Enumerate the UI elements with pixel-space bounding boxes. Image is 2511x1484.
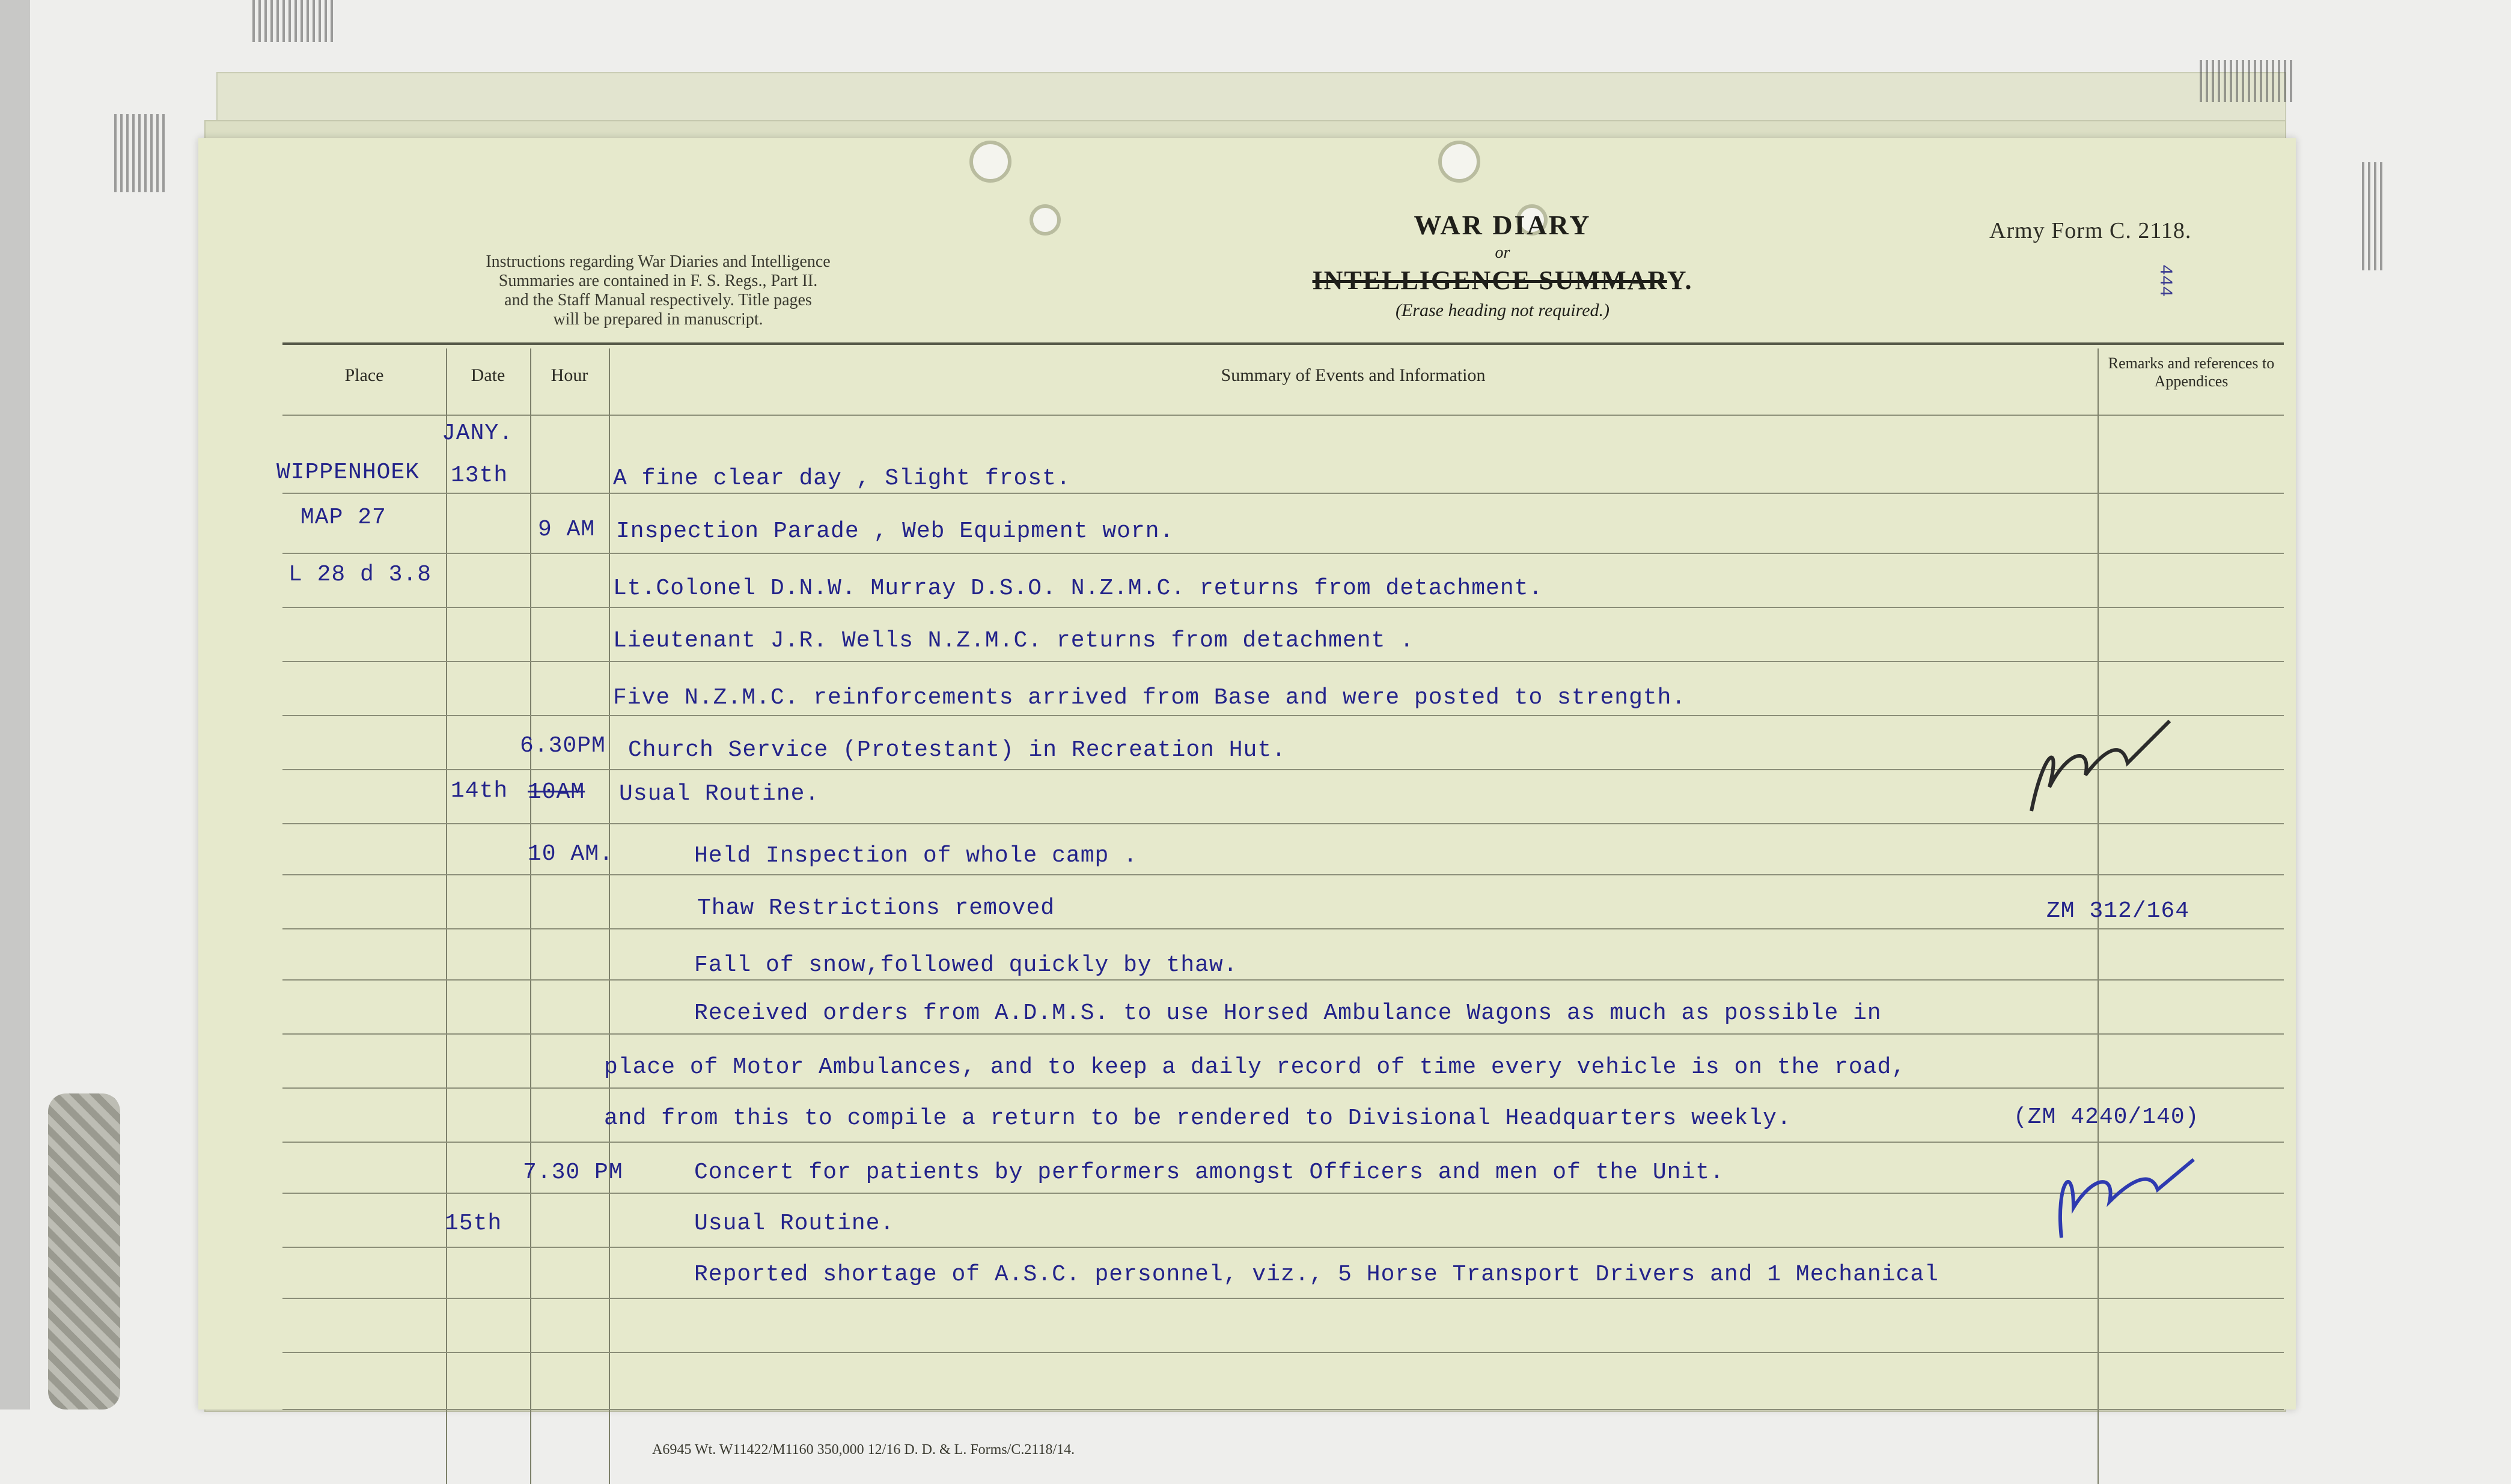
entry-date: JANY. [442,421,514,446]
pencil-mark [114,114,168,192]
row-rule [282,715,2284,716]
row-rule [282,928,2284,929]
row-rule [282,1087,2284,1089]
entry-summary: Lieutenant J.R. Wells N.Z.M.C. returns from detachment . [613,628,1415,654]
entry-summary: Lt.Colonel D.N.W. Murray D.S.O. N.Z.M.C. returns from detachment. [613,576,1543,601]
entry-date: 14th [451,778,508,804]
row-rule [282,1247,2284,1248]
pencil-mark [2362,162,2386,270]
column-header-hour: Hour [551,365,588,385]
row-rule [282,1142,2284,1143]
row-rule [282,1352,2284,1353]
entry-place: MAP 27 [301,505,386,531]
entry-summary: and from this to compile a return to be rendered to Divisional Headquarters weekly. [604,1105,1792,1131]
row-rule [282,1193,2284,1194]
column-header-place: Place [344,365,384,385]
row-rule [282,661,2284,662]
form-print-code: A6945 Wt. W11422/M1160 350,000 12/16 D. D. & L. Forms/C.2118/14. [652,1442,1075,1458]
instructions-text: Instructions regarding War Diaries and Intelligence Summaries are contained in F. S. Regs., Part II. and the Staff Manual respectively. Title pages will be prepared in manuscript. [486,252,831,329]
entry-date: 15th [445,1211,502,1236]
row-rule [282,1409,2284,1410]
entry-summary: Five N.Z.M.C. reinforcements arrived from Base and were posted to strength. [613,685,1686,711]
column-header-remarks: Remarks and references to Appendices [2108,354,2275,390]
header-rule [282,342,2284,345]
entry-summary: Usual Routine. [694,1211,895,1236]
entry-summary: Usual Routine. [619,781,820,807]
row-rule [282,823,2284,824]
handwritten-signature [2025,715,2176,823]
row-rule [282,493,2284,494]
entry-summary: A fine clear day , Slight frost. [613,466,1071,491]
entry-hour: 6.30PM [520,733,606,759]
row-rule [282,607,2284,608]
handwritten-initials [2049,1148,2200,1244]
form-title [1160,209,1845,321]
row-rule [282,769,2284,770]
entry-summary: Concert for patients by performers amongst Officers and men of the Unit. [694,1160,1724,1185]
page-number: 444 [2155,264,2175,297]
army-form-number: Army Form C. 2118. [1989,218,2192,243]
pencil-mark [252,0,337,42]
column-divider [446,348,447,1484]
entry-summary: Fall of snow,followed quickly by thaw. [694,952,1238,978]
entry-remarks: ZM 312/164 [2046,898,2190,924]
column-head-rule [282,415,2284,416]
entry-hour: 7.30 PM [523,1160,623,1185]
entry-summary: Church Service (Protestant) in Recreation Hut. [628,737,1286,763]
war-diary-page [198,138,2296,1458]
column-divider [609,348,610,1484]
entry-place: WIPPENHOEK [276,460,420,485]
row-rule [282,979,2284,981]
column-header-date: Date [471,365,505,385]
row-rule [282,874,2284,875]
entry-summary: Reported shortage of A.S.C. personnel, viz., 5 Horse Transport Drivers and 1 Mechanical [694,1262,1939,1288]
column-header-summary: Summary of Events and Information [1221,365,1486,385]
erase-note: (Erase heading not required.) [1395,300,1610,320]
entry-hour-struck: 10AM [528,779,585,805]
entry-hour: 9 AM [538,517,596,543]
background-edge [0,0,30,1409]
entry-summary: Inspection Parade , Web Equipment worn. [616,518,1174,544]
title-intelligence-summary: INTELLIGENCE SUMMARY. [1312,266,1693,295]
punch-hole [1030,204,1061,236]
entry-summary: Thaw Restrictions removed [697,895,1055,921]
entry-summary: Received orders from A.D.M.S. to use Horsed Ambulance Wagons as much as possible in [694,1000,1882,1026]
title-or: or [1495,243,1510,262]
entry-remarks: (ZM 4240/140) [2013,1104,2200,1130]
row-rule [282,1033,2284,1035]
entry-date: 13th [451,463,508,488]
column-divider [530,348,531,1484]
row-rule [282,553,2284,554]
title-war-diary: WAR DIARY [1414,210,1591,240]
entry-place: L 28 d 3.8 [288,562,432,588]
entry-summary: place of Motor Ambulances, and to keep a daily record of time every vehicle is on the road, [604,1054,1906,1080]
pencil-mark [2200,60,2296,102]
punch-hole [969,141,1011,183]
row-rule [282,1298,2284,1299]
binding-cord [48,1093,120,1409]
entry-hour: 10 AM. [528,841,614,867]
entry-summary: Held Inspection of whole camp . [694,843,1138,869]
punch-hole [1438,141,1480,183]
